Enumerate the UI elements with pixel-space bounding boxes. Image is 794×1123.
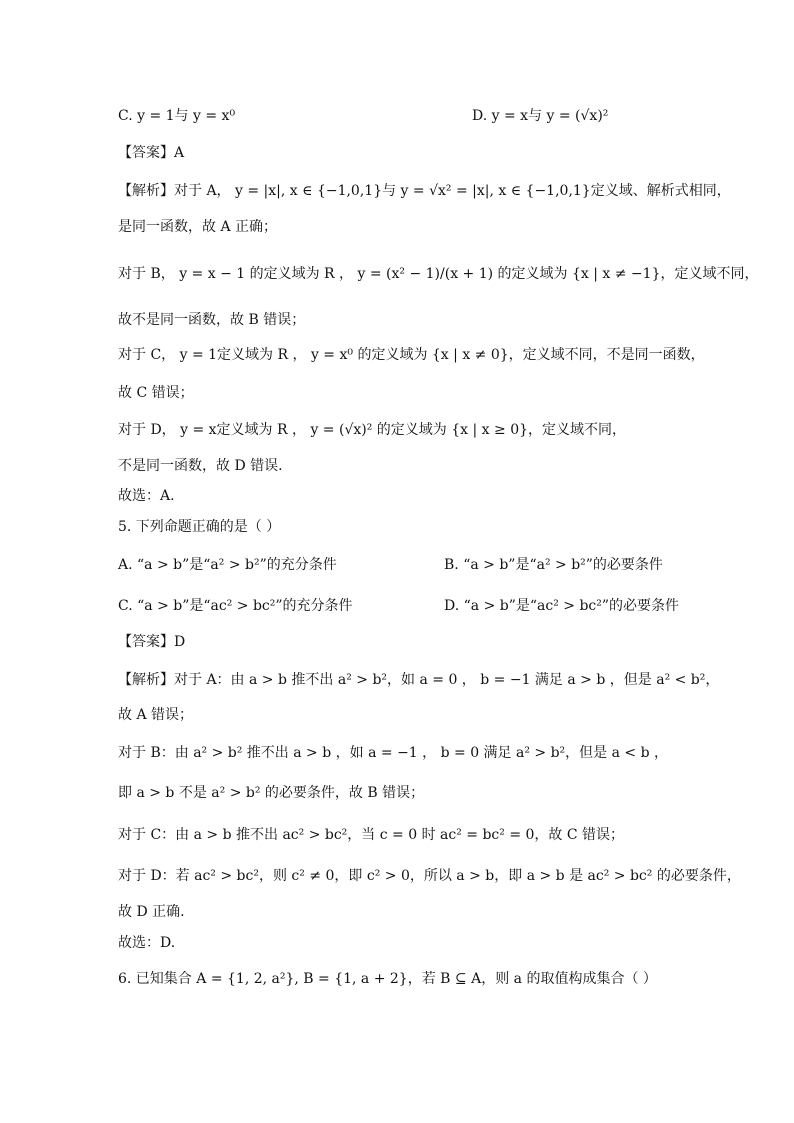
- q4-conclusion: 故选：A.: [118, 488, 175, 504]
- q5-option-d: D. “a > b”是“ac² > bc²”的必要条件: [444, 598, 680, 614]
- q5-analysis-line-5: 对于 C：由 a > b 推不出 ac² > bc²，当 c = 0 时 ac² = bc² = 0，故 C 错误；: [118, 827, 625, 843]
- q5-analysis-line-2: 故 A 错误；: [118, 707, 194, 723]
- q5-answer: 【答案】D: [118, 634, 186, 650]
- q4-analysis-line-5: 对于 C， y = 1定义域为 R ， y = x⁰ 的定义域为 {x | x ≠ 0}，定义域不同，不是同一函数，: [118, 347, 705, 363]
- q4-option-d: D. y = x与 y = (√x)²: [472, 108, 609, 124]
- q5-analysis-line-6: 对于 D：若 ac² > bc²，则 c² ≠ 0，即 c² > 0，所以 a > b，即 a > b 是 ac² > bc² 的必要条件，: [118, 868, 741, 884]
- q4-analysis-line-8: 不是同一函数，故 D 错误.: [118, 458, 283, 474]
- q5-option-b: B. “a > b”是“a² > b²”的必要条件: [444, 557, 663, 573]
- q5-option-c: C. “a > b”是“ac² > bc²”的充分条件: [118, 598, 353, 614]
- q5-option-a: A. “a > b”是“a² > b²”的充分条件: [118, 557, 337, 573]
- q4-option-c: C. y = 1与 y = x⁰: [118, 108, 236, 124]
- q5-conclusion: 故选：D.: [118, 935, 176, 951]
- q5-analysis-line-3: 对于 B：由 a² > b² 推不出 a > b ，如 a = −1 ， b = 0 满足 a² > b²，但是 a < b ，: [118, 745, 669, 761]
- q4-analysis-line-7: 对于 D， y = x定义域为 R ， y = (√x)² 的定义域为 {x | x ≥ 0}，定义域不同，: [118, 422, 627, 438]
- q4-analysis-line-6: 故 C 错误；: [118, 385, 194, 401]
- q4-analysis-line-1: 【解析】对于 A， y = |x|, x ∈ {−1,0,1}与 y = √x² = |x|, x ∈ {−1,0,1}定义域、解析式相同，: [118, 183, 731, 199]
- q4-analysis-line-3: 对于 B， y = x − 1 的定义域为 R ， y = (x² − 1)/(x + 1) 的定义域为 {x | x ≠ −1}，定义域不同，: [118, 266, 759, 282]
- q5-analysis-line-4: 即 a > b 不是 a² > b² 的必要条件，故 B 错误；: [118, 785, 425, 801]
- q5-analysis-line-1: 【解析】对于 A：由 a > b 推不出 a² > b²，如 a = 0 ， b = −1 满足 a > b ，但是 a² < b²，: [118, 672, 720, 688]
- q4-analysis-line-4: 故不是同一函数，故 B 错误；: [118, 312, 306, 328]
- q5-analysis-line-7: 故 D 正确.: [118, 904, 185, 920]
- q6-stem: 6. 已知集合 A = {1, 2, a²}, B = {1, a + 2}，若 B ⊆ A，则 a 的取值构成集合（ ）: [118, 971, 657, 987]
- q4-answer: 【答案】A: [118, 145, 185, 161]
- q4-analysis-line-2: 是同一函数，故 A 正确；: [118, 219, 278, 235]
- q5-stem: 5. 下列命题正确的是（ ）: [118, 519, 281, 535]
